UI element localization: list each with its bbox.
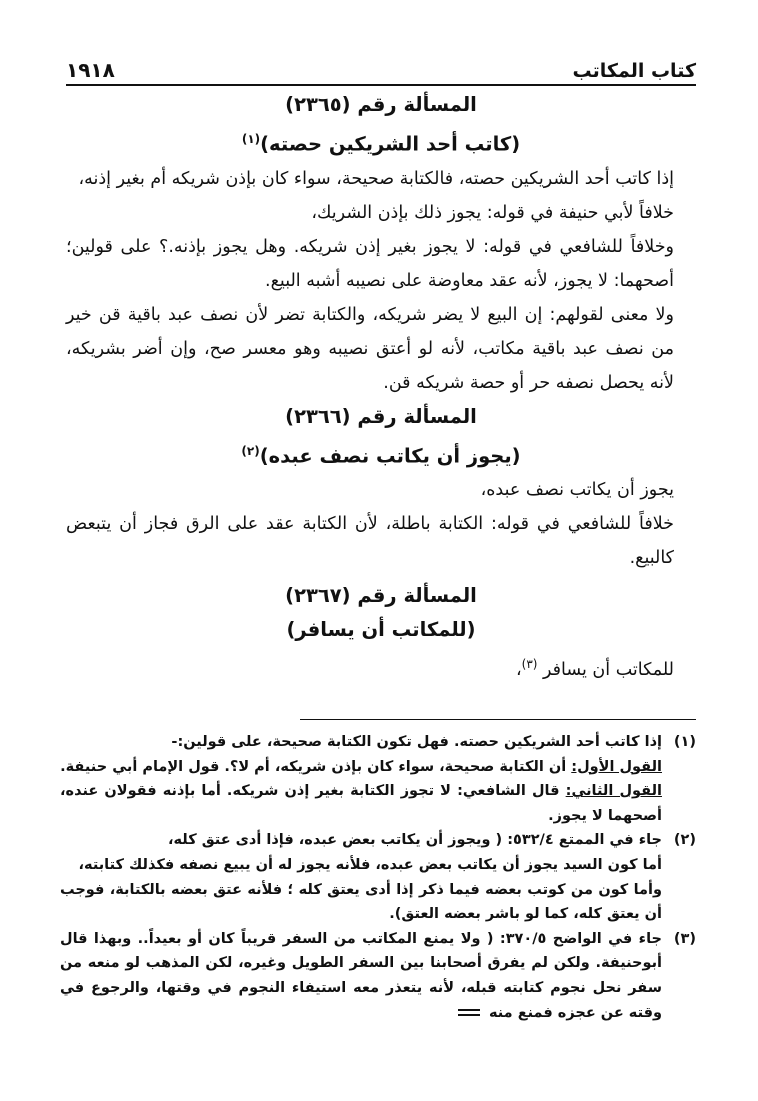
main-text — [66, 88, 696, 687]
running-title: كتاب المكاتب — [572, 60, 696, 82]
footnote-line: جاء في الواضح ٣٧٠/٥: ( ولا يمنع المكاتب من السفر قريباً كان أو بعيداً.. وبهذا قال أبوحنيفة. ولكن لم يفرق أصحابنا بين السفر الطويل وغيره، لكن المذهب لو منعه من سفر نحل نجوم كتابته قبله، لأنه يتعذر معه استيفاء النجوم في وقتها، والرجوع في وقته عن عجزه فمنع منه — [60, 930, 662, 1021]
footnote-line: جاء في الممتع ٥٣٢/٤: ( ويجوز أن يكاتب بعض عبده، فإذا أدى عتق كله، — [168, 832, 662, 849]
section-subtitle: (كاتب أحد الشريكين حصته)$^{(١)}$ — [241, 132, 521, 156]
section-heading: المسألة رقم (٢٣٦٥) — [285, 93, 477, 116]
footnote-ref: (٢) — [241, 443, 260, 458]
paragraph: خلافاً لأبي حنيفة في قوله: يجوز ذلك بإذن الشريك، — [311, 202, 674, 223]
footnote-label: القول الأول: — [571, 758, 662, 775]
footnote-line: إذا كاتب أحد الشريكين حصته. فهل تكون الكتابة صحيحة، على قولين:- — [171, 734, 662, 750]
footnote-line: القول الأول: أن الكتابة صحيحة، سواء كان بإذن شريكه، أم لا؟. قول الإمام أبي حنيفة. — [60, 758, 662, 775]
section-heading: المسألة رقم (٢٣٦٦) — [285, 404, 477, 428]
footnotes — [60, 730, 696, 1025]
footnote-number: (٢) — [673, 832, 696, 849]
paragraph: ولا معنى لقولهم: إن البيع لا يضر شريكه، والكتابة تضر لأن نصف عبد باقية قن خير من نصف عبد باقية مكاتب، لأنه لو أعتق نصيبه وهو معسر صح، وإن أضر بشريكه، لأنه يحصل نصفه حر أو حصة شريكه قن. — [66, 304, 674, 393]
footnote — [60, 927, 696, 1025]
footnote-separator — [300, 719, 696, 720]
footnote-ref: (١) — [241, 132, 261, 146]
footnote-line: وأما كون من كوتب بعضه فيما ذكر إذا أدى يعتق كله ؛ فلأنه عتق بعضه بالكتابة، فوجب أن يعتق كله، كما لو باشر بعضه العتق). — [60, 881, 662, 923]
footnote-ref: (٣) — [521, 657, 538, 671]
footnote-number: (٣) — [673, 930, 696, 947]
paragraph: وخلافاً للشافعي في قوله: لا يجوز بغير إذن شريكه. وهل يجوز بإذنه.؟ على قولين؛ أصحهما: لا يجوز، لأنه عقد معاوضة على نصيبه أشبه البيع. — [66, 236, 674, 291]
page-number: ١٩١٨ — [66, 58, 115, 82]
paragraph: يجوز أن يكاتب نصف عبده، — [480, 480, 674, 500]
page-header — [66, 52, 696, 86]
footnote-number: (١) — [673, 734, 696, 750]
footnote-line: القول الثاني: قال الشافعي: لا تجوز الكتابة بغير إذن شريكه. أما بإذنه فقولان عنده، أصحهما لا يجوز. — [60, 783, 662, 824]
footnote — [60, 730, 696, 828]
continuation-mark — [458, 1009, 480, 1016]
paragraph: خلافاً للشافعي في قوله: الكتابة باطلة، لأن الكتابة عقد على الرق فجاز أن يتبعض كالبيع. — [66, 514, 674, 568]
footnote-label: القول الثاني: — [565, 783, 662, 800]
footnote-line: أما كون السيد يجوز أن يكاتب بعض عبده، فلأنه يجوز له أن يبيع نصفه فكذلك كتابته، — [78, 856, 662, 873]
section-subtitle: (يجوز أن يكاتب نصف عبده)$^{(٢)}$ — [241, 443, 521, 467]
footnote — [60, 828, 696, 926]
paragraph: إذا كاتب أحد الشريكين حصته، فالكتابة صحيحة، سواء كان بإذن شريكه أم بغير إذنه، — [78, 168, 674, 189]
section-heading: المسألة رقم (٢٣٦٧) — [285, 584, 477, 607]
section-subtitle: (للمكاتب أن يسافر) — [286, 618, 476, 641]
paragraph: للمكاتب أن يسافر $^{(٣)}$، — [515, 657, 674, 680]
